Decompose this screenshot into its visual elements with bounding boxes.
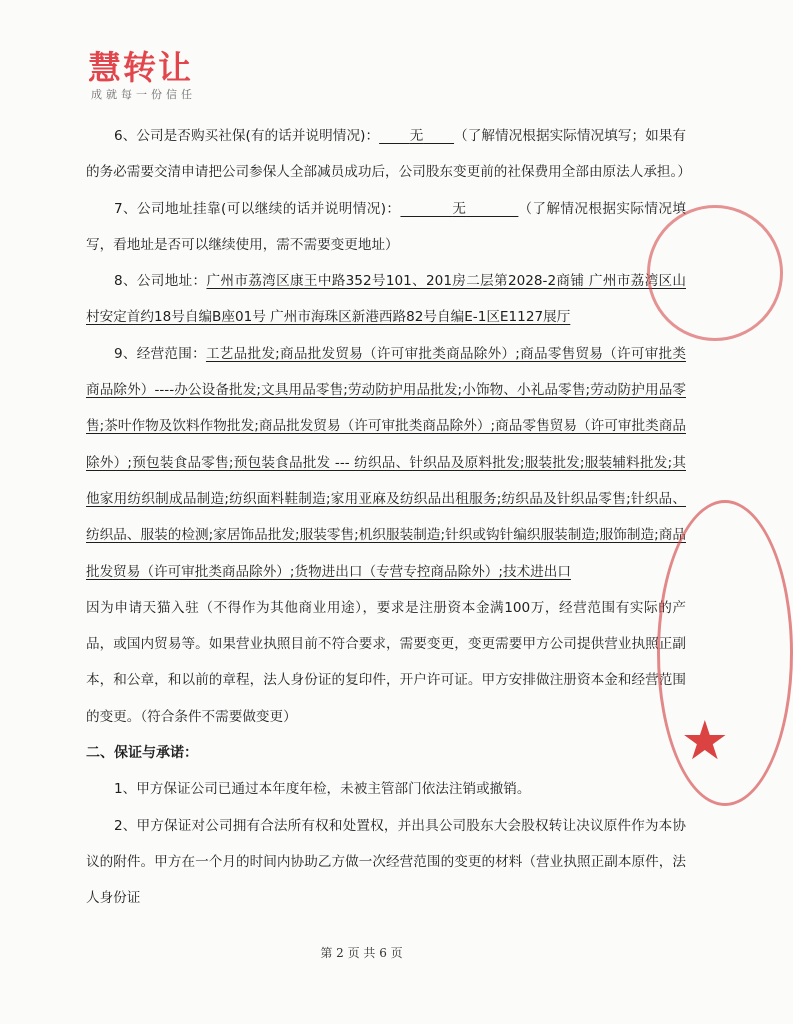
item-7	[86, 191, 686, 264]
item-6-value: 无	[409, 128, 424, 144]
section-heading-guarantee: 二、保证与承诺：	[86, 745, 198, 762]
item-9-prefix: 9、经营范围：	[114, 345, 206, 362]
company-logo	[88, 48, 196, 102]
guarantee-item-1: 1、甲方保证公司已通过本年度年检，未被主管部门依法注销或撤销。	[114, 781, 531, 798]
item-6-suffix: （了解情况根据实际情况填写；如果有的务必需要交清申请把公司参保人全部减员成功后，公司股东变更前的社保费用全部由原法人承担。）	[86, 128, 691, 181]
logo-slogan: 成就每一份信任	[91, 88, 196, 101]
logo-name: 慧转让	[88, 48, 193, 87]
item-8	[86, 263, 686, 336]
item-7-suffix: （了解情况根据实际情况填写，看地址是否可以继续使用，需不需要变更地址）	[86, 200, 686, 253]
item-6	[86, 118, 691, 191]
item-6-prefix: 6、公司是否购买社保(有的话并说明情况)：	[114, 128, 380, 144]
item-7-prefix: 7、公司地址挂靠(可以继续的话并说明情况)：	[114, 200, 401, 217]
item-8-value: 广州市荔湾区康王中路352号101、201房二层第2028-2商铺 广州市荔湾区山村安定首约18号自编B座01号 广州市海珠区新港西路82号自编E-1区E1127展厅	[86, 273, 686, 326]
seal-star-icon: ★	[680, 709, 729, 772]
document-body	[86, 118, 691, 917]
item-7-value: 无	[452, 200, 467, 217]
guarantee-item-2: 2、甲方保证对公司拥有合法所有权和处置权，并出具公司股东大会股权转让决议原件作为本协议的附件。甲方在一个月的时间内协助乙方做一次经营范围的变更的材料（营业执照正副本原件，法人身份证	[86, 817, 686, 907]
item-9	[86, 336, 686, 590]
item-8-prefix: 8、公司地址：	[114, 273, 207, 290]
tmall-note: 因为申请天猫入驻（不得作为其他商业用途），要求是注册资本金满100万，经营范围有实际的产品，或国内贸易等。如果营业执照目前不符合要求，需要变更，变更需要甲方公司提供营业执照正副本，和公章，和以前的章程，法人身份证的复印件，开户许可证。甲方安排做注册资本金和经营范围的变更。（符合条件不需要做变更）	[86, 599, 686, 725]
item-9-value: 工艺品批发;商品批发贸易（许可审批类商品除外）;商品零售贸易（许可审批类商品除外）----办公设备批发;文具用品零售;劳动防护用品批发;小饰物、小礼品零售;劳动防护用品零售;茶叶作物及饮料作物批发;商品批发贸易（许可审批类商品除外）;商品零售贸易（许可审批类商品除外）;预包装食品零售;预包装食品批发 --- 纺织品、针织品及原料批发;服装批发;服装辅料批发;其他家用纺织制成品制造;纺织面料鞋制造;家用亚麻及纺织品出租服务;纺织品及针织品零售;针织品、纺织品、服装的检测;家居饰品批发;服装零售;机织服装制造;针织或钩针编织服装制造;服饰制造;商品批发贸易（许可审批类商品除外）;货物进出口（专营专控商品除外）;技术进出口	[86, 345, 686, 580]
page-number: 第 2 页 共 6 页	[320, 946, 403, 960]
